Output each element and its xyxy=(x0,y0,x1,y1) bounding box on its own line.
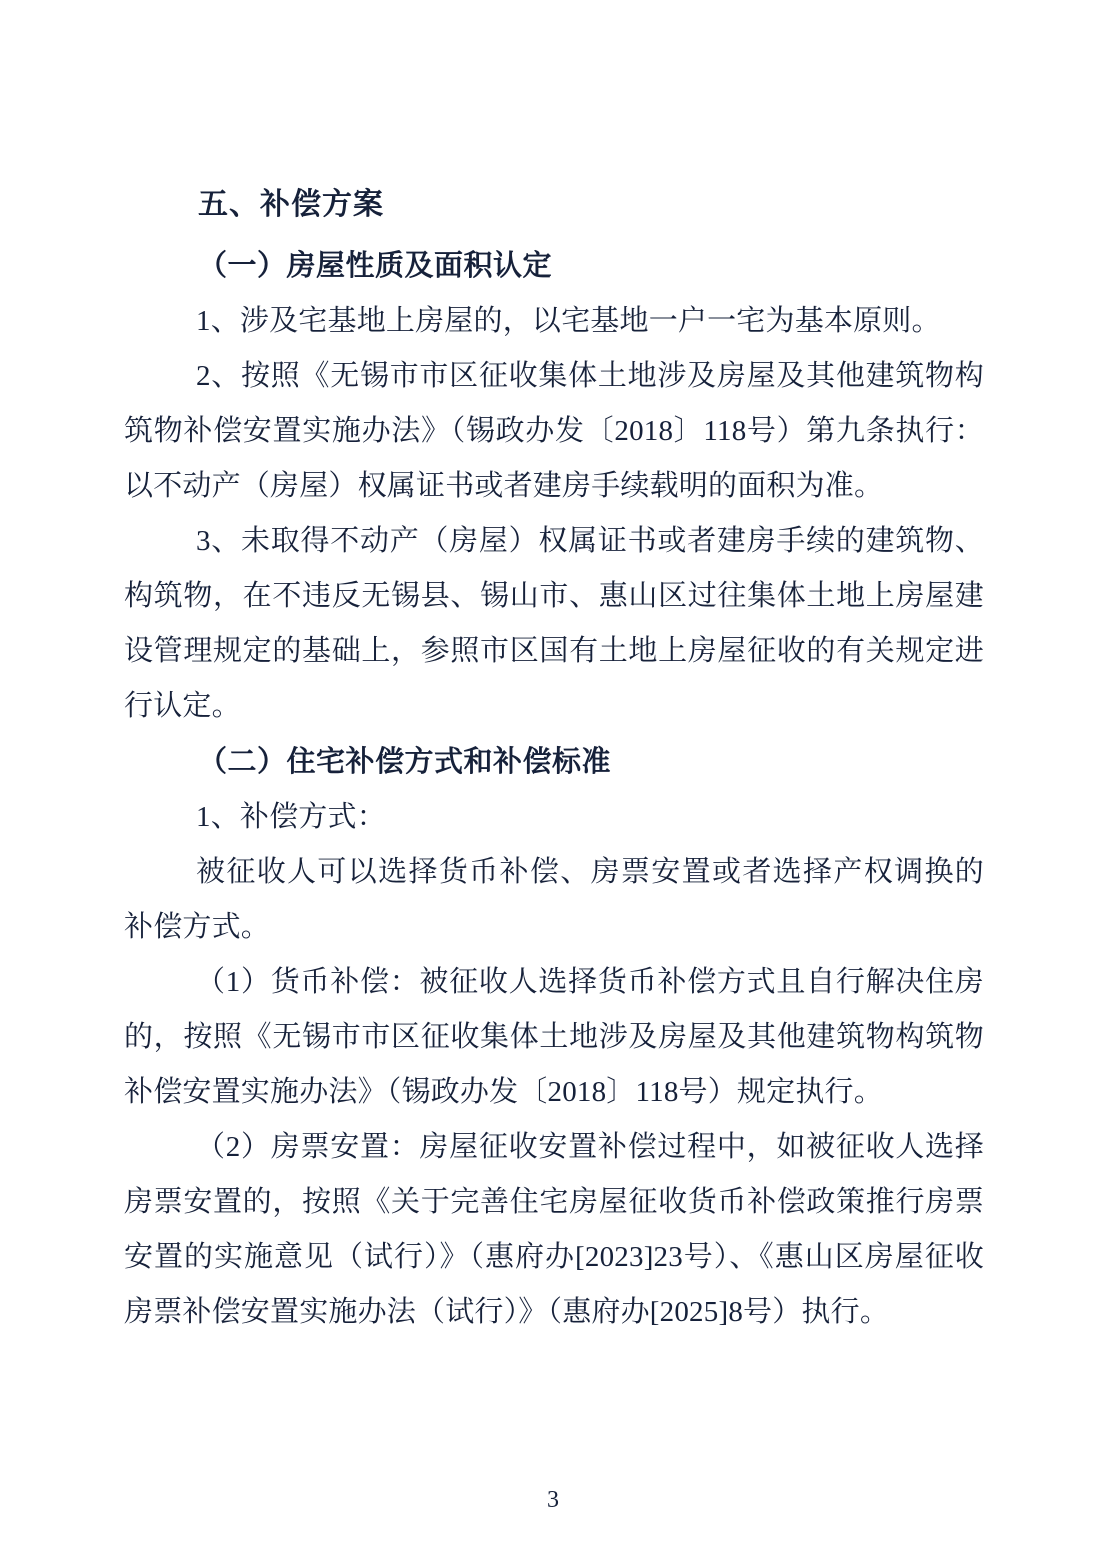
subsection-1-title: （一）房屋性质及面积认定 xyxy=(198,250,553,282)
subsection-2-paragraph-2: （1）货币补偿：被征收人选择货币补偿方式且自行解决住房的，按照《无锡市市区征收集体土地涉及房屋及其他建筑物构筑物补偿安置实施办法》（锡政办发〔2018〕118号）规定执行。 xyxy=(124,966,984,1108)
subsection-1-paragraph-2: 2、按照《无锡市市区征收集体土地涉及房屋及其他建筑物构筑物补偿安置实施办法》（锡政办发〔2018〕118号）第九条执行：以不动产（房屋）权属证书或者建房手续载明的面积为准。 xyxy=(124,360,984,502)
subsection-1-paragraph-1: 1、涉及宅基地上房屋的，以宅基地一户一宅为基本原则。 xyxy=(196,305,941,337)
subsection-1-paragraph-3: 3、未取得不动产（房屋）权属证书或者建房手续的建筑物、构筑物，在不违反无锡县、锡山市、惠山区过往集体土地上房屋建设管理规定的基础上，参照市区国有土地上房屋征收的有关规定进行认定。 xyxy=(124,525,984,722)
subsection-2-item-1-label: 1、补偿方式： xyxy=(196,801,386,833)
subsection-2-title: （二）住宅补偿方式和补偿标准 xyxy=(198,746,612,778)
subsection-2-paragraph-3: （2）房票安置：房屋征收安置补偿过程中，如被征收人选择房票安置的，按照《关于完善住宅房屋征收货币补偿政策推行房票安置的实施意见（试行）》（惠府办[2023]23号）、《惠山区房屋征收房票补偿安置实施办法（试行）》（惠府办[2025]8号）执行。 xyxy=(124,1131,984,1328)
section-heading: 五、补偿方案 xyxy=(198,188,384,221)
subsection-2-paragraph-1: 被征收人可以选择货币补偿、房票安置或者选择产权调换的补偿方式。 xyxy=(124,856,984,943)
page-number: 3 xyxy=(547,1487,559,1513)
page-content xyxy=(124,178,984,1340)
